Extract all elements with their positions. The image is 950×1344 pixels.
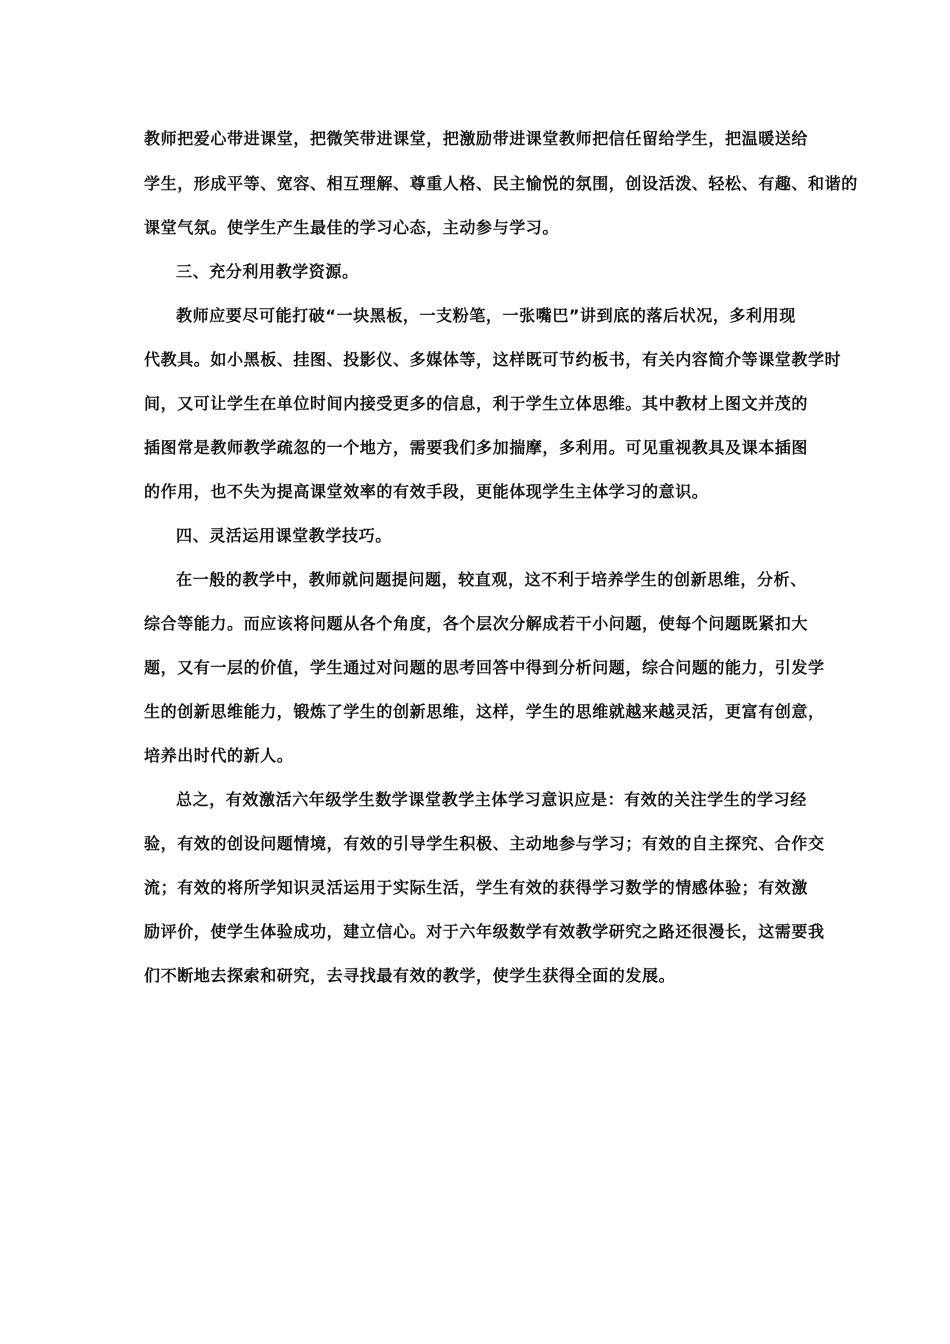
text-line: 学生，形成平等、宽容、相互理解、尊重人格、民主愉悦的氛围，创设活泼、轻松、有趣、和谐的 — [144, 174, 858, 193]
text-line: 的作用，也不失为提高课堂效率的有效手段，更能体现学生主体学习的意识。 — [144, 482, 709, 501]
text-line: 教师应要尽可能打破“一块黑板，一支粉笔，一张嘴巴”讲到底的落后状况，多利用现 — [176, 306, 796, 325]
text-line: 励评价，使学生体验成功，建立信心。对于六年级数学有效教学研究之路还很漫长，这需要我 — [144, 922, 825, 941]
text-line: 插图常是教师教学疏忽的一个地方，需要我们多加揣摩，多利用。可见重视教具及课本插图 — [144, 438, 809, 457]
text-line: 流；有效的将所学知识灵活运用于实际生活，学生有效的获得学习数学的情感体验；有效激 — [144, 878, 809, 897]
text-line: 题，又有一层的价值，学生通过对问题的思考回答中得到分析问题，综合问题的能力，引发学 — [144, 658, 825, 677]
text-line: 综合等能力。而应该将问题从各个角度，各个层次分解成若干小问题，使每个问题既紧扣大 — [144, 614, 809, 633]
text-line: 代教具。如小黑板、挂图、投影仪、多媒体等，这样既可节约板书，有关内容简介等课堂教学时 — [144, 350, 842, 369]
section-heading: 三、充分利用教学资源。 — [176, 262, 359, 281]
text-line: 课堂气氛。使学生产生最佳的学习心态，主动参与学习。 — [144, 218, 560, 237]
text-line: 验，有效的创设问题情境，有效的引导学生积极、主动地参与学习；有效的自主探究、合作交 — [144, 834, 825, 853]
text-line: 总之，有效激活六年级学生数学课堂教学主体学习意识应是：有效的关注学生的学习经 — [176, 790, 807, 809]
text-line: 们不断地去探索和研究，去寻找最有效的教学，使学生获得全面的发展。 — [144, 966, 676, 985]
text-line: 间，又可让学生在单位时间内接受更多的信息，利于学生立体思维。其中教材上图文并茂的 — [144, 394, 809, 413]
text-line: 生的创新思维能力，锻炼了学生的创新思维，这样，学生的思维就越来越灵活，更富有创意， — [144, 702, 825, 721]
text-line: 教师把爱心带进课堂，把微笑带进课堂，把激励带进课堂教师把信任留给学生，把温暖送给 — [144, 129, 809, 148]
text-line: 在一般的教学中，教师就问题提问题，较直观，这不利于培养学生的创新思维，分析、 — [176, 570, 807, 589]
section-heading: 四、灵活运用课堂教学技巧。 — [176, 526, 392, 545]
text-line: 培养出时代的新人。 — [144, 746, 294, 765]
